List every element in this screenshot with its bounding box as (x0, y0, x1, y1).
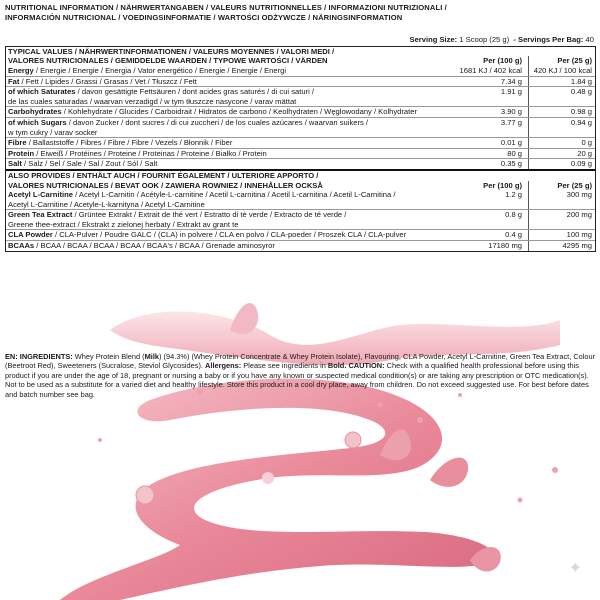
additional-nutrient-bold-name: Acetyl L-Carnitine (8, 190, 73, 200)
additional-nutrient-value-per-25g: 100 mg (528, 230, 595, 240)
ingredients-label: EN: INGREDIENTS: (5, 352, 73, 361)
nutrient-bold-name: Protein (8, 148, 35, 158)
also-provides-line2: VALORES NUTRICIONALES / BEVAT OOK / ZAWIERA ROWNIEZ / INNEHÅLLER OCKSÅ (8, 180, 323, 190)
additional-nutrient-translations: / Acetyl L-Carnitin / Acétyle-L-carnitine / Acetil L-carnitina / Acetil L-carnitina / Acetil L-Carnitina / (72, 190, 396, 200)
nutrient-translations: / davon Zucker / dont sucres / di cui zuccheri / de los cuales azúcares / waarvan suikers / (66, 117, 369, 127)
typical-values-line2: VALORES NUTRICIONALES / GEMIDDELDE WAARDEN / TYPOWE WARTOŚCI / VÄRDEN (8, 56, 328, 66)
nutrition-heading-line1: NUTRITIONAL INFORMATION / NÄHRWERTANGABEN / VALEURS NUTRITIONNELLES / INFORMAZIONI NUTRIZIONALI / (5, 3, 447, 12)
nutrient-name (6, 87, 444, 106)
nutrient-translations-line2: w tym cukry / varav socker (8, 127, 98, 137)
additional-nutrient-row (6, 209, 595, 229)
additional-nutrient-row (6, 229, 595, 240)
nutrient-translations: / Fett / Lipides / Grassi / Grasas / Vet / Tłuszcz / Fett (19, 76, 197, 86)
additional-nutrient-value-per-100g: 0.4 g (505, 230, 522, 240)
nutrient-translations: / Eiweiß / Protéines / Proteine / Proteinas / Proteine / Białko / Protein (34, 148, 267, 158)
additional-nutrient-translations-line2: Greene thee-extract / Ekstrakt z zielonej herbaty / Extrakt av grant te (8, 219, 239, 229)
nutrient-row (6, 137, 595, 148)
additional-nutrient-name (6, 190, 444, 209)
additional-nutrient-name (6, 210, 444, 229)
nutrient-bold-name: Salt (8, 159, 22, 169)
nutrient-bold-name: Fibre (8, 138, 27, 148)
nutrient-name (6, 138, 444, 148)
nutrient-translations: / Ballaststoffe / Fibres / Fibre / Fibre / Vezels / Błonnik / Fiber (26, 138, 233, 148)
additional-nutrient-value-per-100g: 1.2 g (505, 190, 522, 200)
per-100g-header: Per (100 g) (483, 56, 522, 66)
nutrient-bold-name: Energy (8, 65, 34, 75)
caution-text: Check with a qualified health professional before using this product if you are under the age of 18, pregnant or nursing a baby or if you have any known or suspected medical condition(s) or are taking any prescription or OTC medication(s). Not to be used as a substitute for a varied diet and healthy lifestyle. Store this product in a cool dry place, away from children. Do not exceed suggested use. For best before dates and batch number see bag. (5, 361, 589, 399)
additional-nutrient-name (6, 241, 444, 251)
nutrient-value-per-100g: 3.77 g (500, 117, 522, 127)
nutrient-name (6, 66, 444, 76)
nutrient-translations: / davon gesättigte Fettsäuren / dont acides gras saturés / di cui saturi / (75, 87, 315, 97)
also-per-100g-header: Per (100 g) (483, 180, 522, 190)
nutrient-row (6, 106, 595, 117)
typical-values-line1: TYPICAL VALUES / NÄHRWERTINFORMATIONEN / VALEURS MOYENNES / VALORI MEDI / (8, 46, 335, 56)
nutrition-label (5, 3, 596, 323)
nutrient-value-per-25g: 420 KJ / 100 kcal (528, 66, 595, 76)
nutrient-bold-name: of which Saturates (8, 87, 76, 97)
nutrient-name (6, 118, 444, 137)
sparkle-icon: ✦ (568, 560, 582, 577)
nutrition-table (5, 46, 596, 252)
additional-nutrient-translations: / Grüntee Extrakt / Extrait de thé vert / Estratto di tè verde / Extracto de té verde / (72, 210, 347, 220)
serving-size-value: 1 Scoop (25 g) (459, 35, 510, 45)
allergens-label: Allergens: (205, 361, 242, 371)
nutrient-value-per-25g: 0.98 g (528, 107, 595, 117)
ingredients-part1: Whey Protein Blend ( (72, 352, 145, 361)
nutrient-row (6, 76, 595, 87)
nutrient-value-per-100g: 0.01 g (500, 138, 522, 148)
bold-word: Bold. (327, 361, 347, 371)
nutrient-translations: / Energie / Energie / Energia / Vator energético / Energie / Energie / Energi (33, 65, 287, 75)
also-provides-line1: ALSO PROVIDES / ENTHÄLT AUCH / FOURNIT ÉGALEMENT / ULTERIORE APPORTO / (8, 170, 319, 180)
nutrient-value-per-25g: 0.94 g (528, 118, 595, 137)
servings-per-bag-value: 40 (585, 35, 594, 45)
per-25g-header: Per (25 g) (528, 56, 595, 66)
nutrient-bold-name: Fat (8, 76, 20, 86)
nutrient-value-per-100g: 80 g (507, 148, 522, 158)
nutrient-name (6, 149, 444, 159)
additional-nutrient-translations: / CLA-Pulver / Poudre GALC / (CLA) in polvere / CLA en polvo / CLA-poeder / Proszek CLA / CLA-pulver (52, 230, 407, 240)
also-per-25g-header: Per (25 g) (528, 181, 595, 191)
additional-nutrient-value-per-100g: 17180 mg (488, 241, 522, 251)
nutrient-row (6, 66, 595, 76)
ingredients-text (5, 352, 597, 399)
allergens-text: Please see ingredients in (241, 361, 328, 371)
nutrient-value-per-25g: 20 g (528, 149, 595, 159)
nutrient-translations: / Kohlehydrate / Glucides / Carboidrait / Hidratos de carbono / Keolhydraten / Węglowodany / Kolhydrater (61, 107, 418, 117)
nutrient-row (6, 148, 595, 159)
nutrition-heading-line2: INFORMACIÓN NUTRICIONAL / VOEDINGSINFORMATIE / WARTOŚCI ODŻYWCZE / NÄRINGSINFORMATION (5, 12, 403, 22)
additional-nutrient-translations: / BCAA / BCAA / BCAA / BCAA / BCAA's / BCAA / Grenade aminosyror (34, 241, 275, 251)
additional-nutrient-value-per-25g: 300 mg (528, 190, 595, 209)
nutrient-row (6, 86, 595, 106)
also-provides-header-row (6, 169, 595, 190)
additional-nutrient-name (6, 230, 444, 240)
nutrient-bold-name: Carbohydrates (8, 107, 62, 117)
serving-size-label: Serving Size: (409, 35, 458, 45)
allergen-milk: Milk (144, 352, 160, 361)
nutrient-value-per-25g: 0 g (528, 138, 595, 148)
typical-values-header-row (6, 47, 595, 66)
additional-nutrient-bold-name: CLA Powder (8, 230, 53, 240)
nutrient-row (6, 117, 595, 137)
nutrient-translations-line2: de las cuales saturadas / waarvan verzadigd / w tym tłuszcze nasycone / varav mättat (8, 96, 297, 106)
additional-nutrient-value-per-25g: 4295 mg (528, 241, 595, 251)
nutrient-name (6, 159, 444, 169)
additional-nutrient-bold-name: Green Tea Extract (8, 210, 73, 220)
nutrient-value-per-25g: 0.48 g (528, 87, 595, 106)
nutrient-name (6, 77, 444, 87)
caution-label: CAUTION: (346, 361, 385, 371)
serving-info (5, 35, 596, 45)
servings-per-bag-label: - Servings Per Bag: (513, 35, 584, 45)
nutrient-name (6, 107, 444, 117)
additional-nutrient-row (6, 190, 595, 209)
additional-nutrient-row (6, 240, 595, 251)
nutrient-value-per-100g: 1681 KJ / 402 kcal (459, 65, 522, 75)
nutrient-value-per-100g: 1.91 g (500, 87, 522, 97)
ingredients-part2: ) (94.3%) (Whey Protein Concentrate & Whey Protein Isolate), Flavouring, CLA Powder, Acetyl L-Carnitine, Green Tea Extract, Colour (Beetroot Red), Sweeteners (Sucralose, Steviol Glycosides). (5, 352, 596, 371)
nutrient-value-per-25g: 1.84 g (528, 77, 595, 87)
nutrient-value-per-100g: 7.34 g (500, 76, 522, 86)
nutrient-row (6, 158, 595, 169)
nutrient-value-per-100g: 0.35 g (500, 159, 522, 169)
nutrient-value-per-25g: 0.09 g (528, 159, 595, 169)
additional-nutrient-translations-line2: Acetyl L-Carnitine / Acetyle-L-karnityna / Acetyl L-Carnitine (8, 199, 205, 209)
additional-nutrient-value-per-25g: 200 mg (528, 210, 595, 229)
nutrient-value-per-100g: 3.90 g (500, 107, 522, 117)
nutrient-translations: / Salz / Sel / Sale / Sal / Zout / Sól / Salt (21, 159, 158, 169)
additional-nutrient-value-per-100g: 0.8 g (505, 210, 522, 220)
additional-nutrient-bold-name: BCAAs (8, 241, 35, 251)
nutrient-bold-name: of which Sugars (8, 117, 67, 127)
